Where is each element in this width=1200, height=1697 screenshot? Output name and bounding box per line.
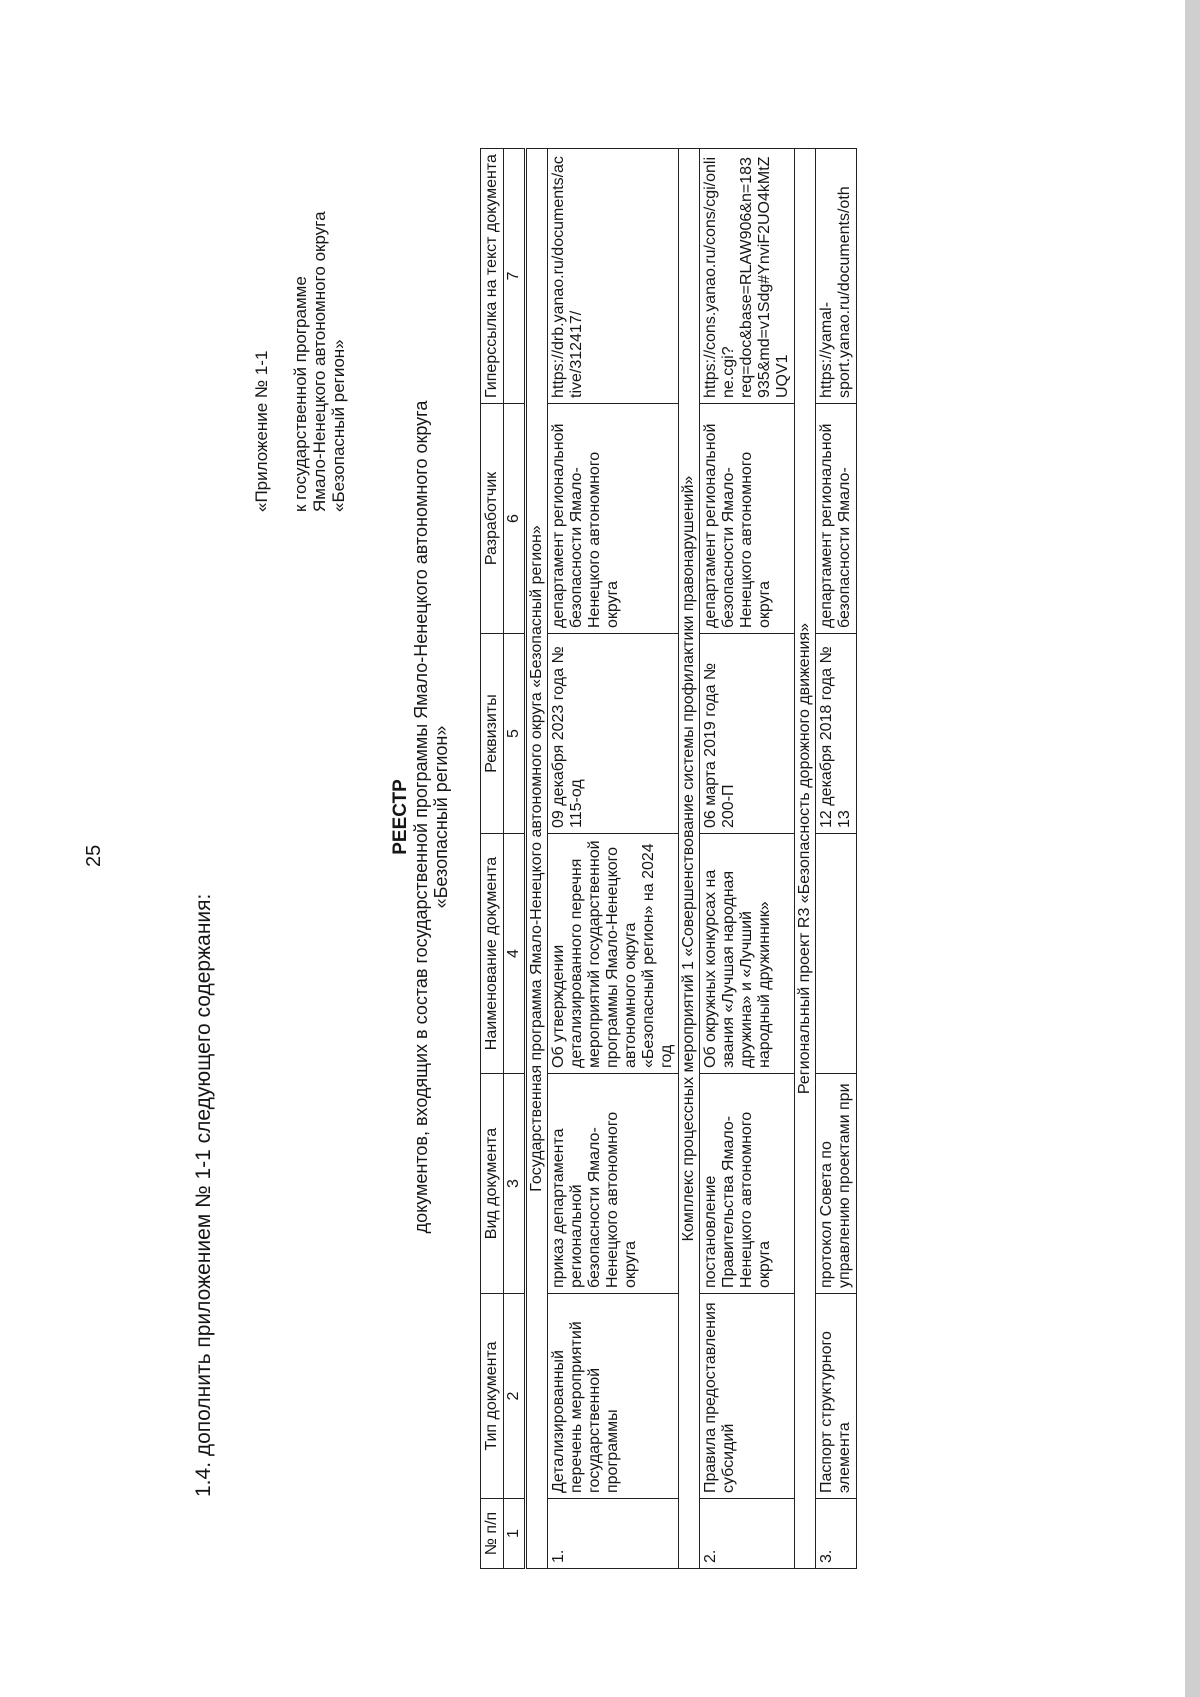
registry-title: РЕЕСТР (390, 779, 411, 855)
row-number: 3. (816, 1499, 857, 1569)
doc-link[interactable]: https://cons.yanao.ru/cons/cgi/online.cgi?req=doc&base=RLAW906&n=183935&md=v1Sdg#YnviF2UO4kMtZUQV1 (700, 149, 795, 404)
doc-requisites: 12 декабря 2018 года № 13 (816, 634, 857, 834)
column-number-row (504, 149, 526, 1569)
header-cell: Разработчик (481, 404, 504, 634)
doc-type: Детализированный перечень мероприятий государственной программы (548, 1294, 679, 1499)
doc-developer: департамент региональной безопасности Ямало-Ненецкого автономного округа (700, 404, 795, 634)
column-number: 4 (504, 834, 526, 1074)
registry-subtitle-2: «Безопасный регион» (431, 725, 451, 909)
header-cell: № п/п (481, 1499, 504, 1569)
doc-type: Правила предоставления субсидий (700, 1294, 795, 1499)
table-row (816, 149, 857, 1569)
table-row (548, 149, 679, 1569)
header-cell: Тип документа (481, 1294, 504, 1499)
table-header-row (481, 149, 504, 1569)
column-number: 2 (504, 1294, 526, 1499)
page-edge (1185, 0, 1200, 1697)
section-row (526, 149, 548, 1569)
column-number: 6 (504, 404, 526, 634)
header-cell: Реквизиты (481, 634, 504, 834)
doc-kind: протокол Совета по управлению проектами при (816, 1074, 857, 1294)
doc-developer: департамент региональной безопасности Ямало-Ненецкого автономного округа (548, 404, 679, 634)
doc-requisites: 06 марта 2019 года № 200-П (700, 634, 795, 834)
doc-name: Об утверждении детализированного перечня мероприятий государственной программы Ямало-Ненецкого автономного округа «Безопасный регион» на 2024 год (548, 834, 679, 1074)
column-number: 3 (504, 1074, 526, 1294)
row-number: 1. (548, 1499, 679, 1569)
doc-type: Паспорт структурного элемента (816, 1294, 857, 1499)
column-number: 1 (504, 1499, 526, 1569)
column-number: 5 (504, 634, 526, 834)
header-cell: Вид документа (481, 1074, 504, 1294)
section-row (679, 149, 700, 1569)
doc-name: Об окружных конкурсах на звания «Лучшая народная дружина» и «Лучший народный дружинник» (700, 834, 795, 1074)
section-title: Комплекс процессных мероприятий 1 «Совершенствование системы профилактики правонарушений» (679, 149, 700, 1569)
appendix-header (252, 211, 348, 512)
table-row (700, 149, 795, 1569)
section-title: Региональный проект R3 «Безопасность дорожного движения» (795, 149, 816, 1569)
doc-link[interactable]: https://drb.yanao.ru/documents/active/312417/ (548, 149, 679, 404)
registry-title-block (390, 167, 451, 1467)
appendix-line-2: к государственной программе (291, 276, 310, 512)
doc-name (816, 834, 857, 1074)
section-title: Государственная программа Ямало-Ненецкого автономного округа «Безопасный регион» (526, 149, 548, 1569)
row-number: 2. (700, 1499, 795, 1569)
appendix-line-1: «Приложение № 1-1 (252, 350, 271, 512)
appendix-line-4: «Безопасный регион» (329, 339, 348, 512)
registry-subtitle-1: документов, входящих в состав государственной программы Ямало-Ненецкого автономного округа (411, 400, 431, 1234)
header-cell: Наименование документа (481, 834, 504, 1074)
column-number: 7 (504, 149, 526, 404)
registry-table (480, 148, 857, 1569)
section-row (795, 149, 816, 1569)
page-number: 25 (83, 844, 105, 867)
doc-kind: приказ департамента региональной безопасности Ямало-Ненецкого автономного округа (548, 1074, 679, 1294)
header-cell: Гиперссылка на текст документа (481, 149, 504, 404)
doc-requisites: 09 декабря 2023 года № 115-од (548, 634, 679, 834)
doc-kind: постановление Правительства Ямало-Ненецкого автономного округа (700, 1074, 795, 1294)
appendix-line-3: Ямало-Ненецкого автономного округа (310, 211, 329, 512)
doc-link[interactable]: https://yamal-sport.yanao.ru/documents/oth (816, 149, 857, 404)
doc-developer: департамент региональной безопасности Ямало- (816, 404, 857, 634)
intro-text: 1.4. дополнить приложением № 1-1 следующего содержания: (192, 893, 215, 1497)
